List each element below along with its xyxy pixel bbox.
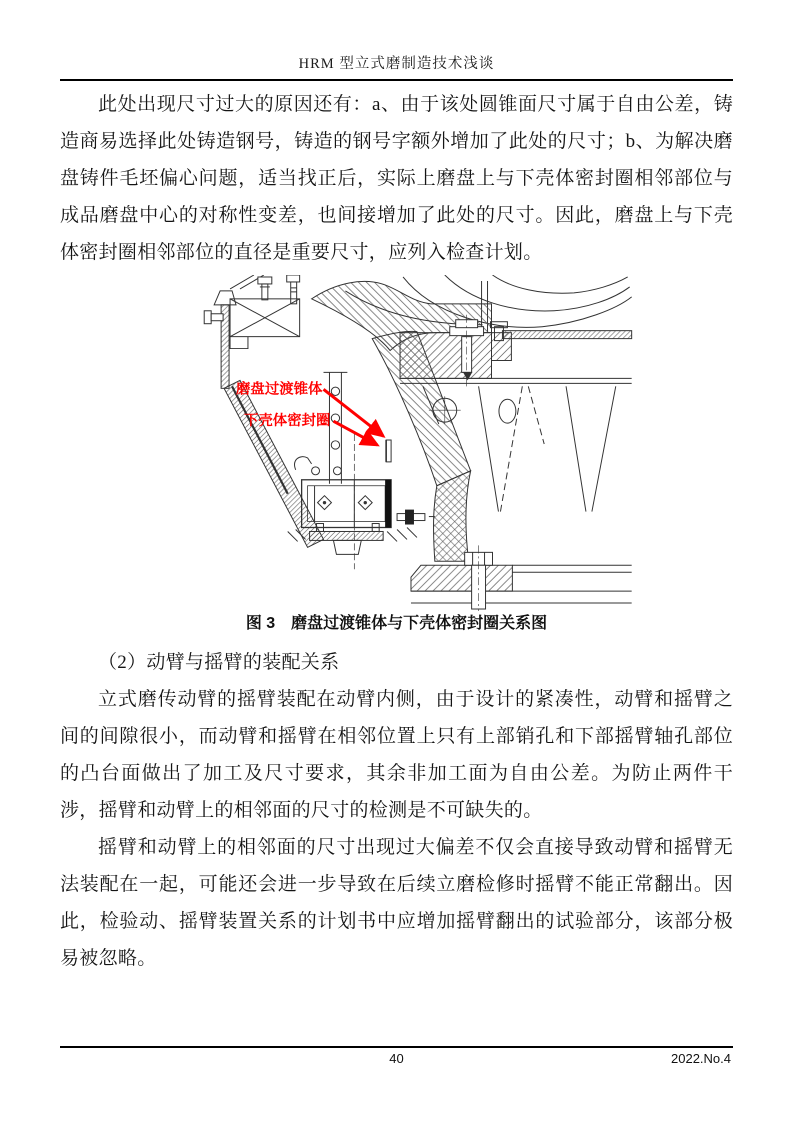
section-heading: （2）动臂与摇臂的装配关系	[98, 652, 340, 673]
page-number: 40	[389, 1051, 404, 1066]
running-header-title: HRM 型立式磨制造技术浅谈	[298, 56, 495, 72]
annotation-arrow-cone	[324, 389, 384, 436]
figure-caption: 图 3 磨盘过渡锥体与下壳体密封圈关系图	[245, 615, 548, 632]
machine-section-lines	[204, 275, 631, 611]
annotation-label-seal: 下壳体密封圈	[243, 413, 331, 430]
issue-label: 2022.No.4	[671, 1051, 731, 1066]
paragraph-3: 摇臂和动臂上的相邻面的尺寸出现过大偏差不仅会直接导致动臂和摇臂无法装配在一起，可能还会进一步导致在后续立磨检修时摇臂不能正常翻出。因此，检验动、摇臂装置关系的计划书中应增加摇臂翻出的试验部分，该部分极易被忽略。	[60, 837, 733, 969]
paragraph-2: 立式磨传动臂的摇臂装配在动臂内侧，由于设计的紧凑性，动臂和摇臂之间的间隙很小，而动臂和摇臂在相邻位置上只有上部销孔和下部摇臂轴孔部位的凸台面做出了加工及尺寸要求，其余非加工面为自由公差。为防止两件干涉，摇臂和动臂上的相邻面的尺寸的检测是不可缺失的。	[60, 689, 733, 821]
annotation-label-cone: 磨盘过渡锥体	[236, 381, 323, 398]
header-rule	[60, 79, 733, 81]
figure-3	[60, 275, 733, 637]
footer-rule	[60, 1046, 733, 1048]
figure-drawing	[183, 275, 633, 611]
page-footer	[60, 1051, 733, 1069]
paragraph-1: 此处出现尺寸过大的原因还有：a、由于该处圆锥面尺寸属于自由公差，铸造商易选择此处铸造钢号，铸造的钢号字额外增加了此处的尺寸；b、为解决磨盘铸件毛坯偏心问题，适当找正后，实际上磨盘上与下壳体密封圈相邻部位与成品磨盘中心的对称性变差，也间接增加了此处的尺寸。因此，磨盘上与下壳体密封圈相邻部位的直径是重要尺寸，应列入检查计划。	[60, 94, 733, 263]
